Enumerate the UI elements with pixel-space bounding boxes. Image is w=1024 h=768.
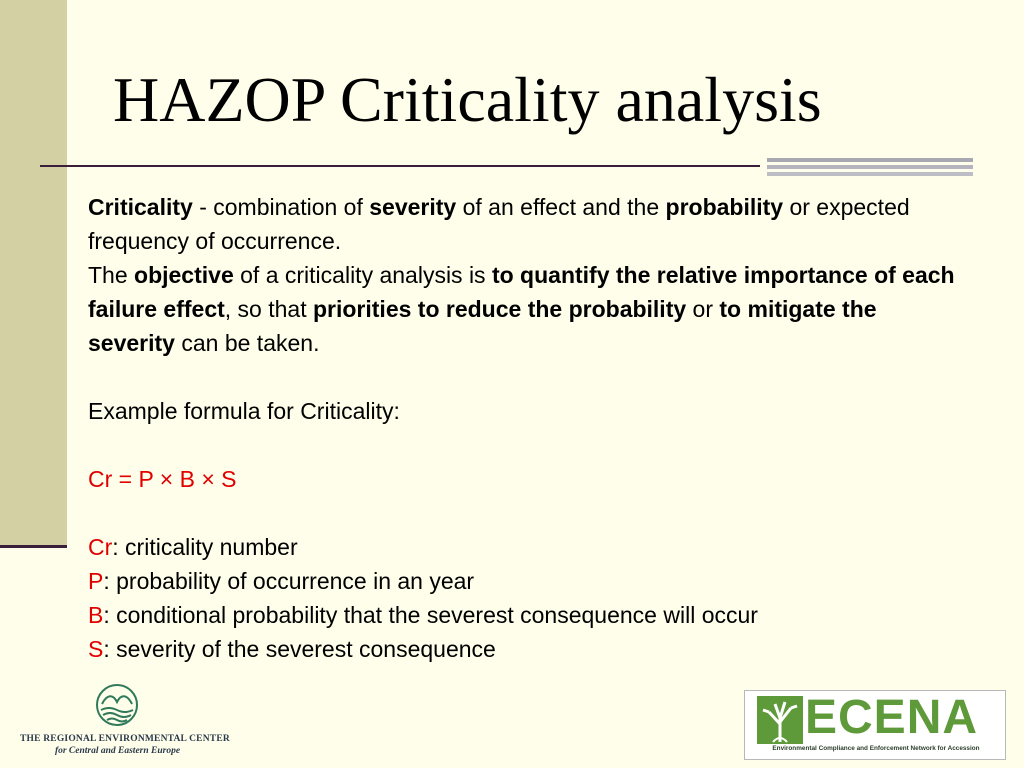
spacer <box>88 496 968 530</box>
symbol-p: P <box>88 568 104 594</box>
decorative-bar <box>767 158 973 162</box>
definition-b <box>88 598 968 632</box>
text-run: can be taken. <box>174 330 320 356</box>
example-label: Example formula for Criticality: <box>88 398 400 424</box>
text-run: , so that <box>224 296 313 322</box>
decorative-bars <box>767 158 973 179</box>
definition-text: : conditional probability that the severest consequence will occur <box>103 602 758 628</box>
symbol-cr: Cr <box>88 534 113 560</box>
text-run: - combination of <box>192 194 370 220</box>
text-run: The <box>88 262 135 288</box>
left-side-rule <box>0 545 67 548</box>
term-criticality: Criticality <box>88 194 193 220</box>
definition-text: : criticality number <box>112 534 298 560</box>
title-divider <box>40 165 760 167</box>
criticality-formula: Cr = P × B × S <box>88 466 237 492</box>
definition-text: : severity of the severest consequence <box>103 636 496 662</box>
ecena-wordmark: ECENA <box>805 691 979 744</box>
ecena-full-name: Environmental Compliance and Enforcement Network for Accession <box>772 745 980 752</box>
text-run: of a criticality analysis is <box>233 262 492 288</box>
definition-s <box>88 632 968 666</box>
criticality-definition <box>88 190 968 258</box>
objective-paragraph <box>88 258 968 360</box>
rec-subtitle: for Central and Eastern Europe <box>54 746 181 756</box>
spacer <box>88 360 968 394</box>
symbol-b: B <box>88 602 104 628</box>
decorative-bar <box>767 172 973 176</box>
rec-logo <box>20 682 230 758</box>
term-objective: objective <box>134 262 234 288</box>
slide-body <box>88 190 968 666</box>
term-probability: probability <box>665 194 784 220</box>
definition-cr <box>88 530 968 564</box>
emphasis-priorities: priorities to reduce the probability <box>312 296 687 322</box>
ecena-tree-icon <box>757 696 803 744</box>
rec-name: THE REGIONAL ENVIRONMENTAL CENTER <box>20 734 230 744</box>
definition-p <box>88 564 968 598</box>
ecena-logo <box>744 690 1006 760</box>
rec-emblem-icon <box>93 682 141 728</box>
decorative-bar <box>767 165 973 169</box>
emphasis-mitigate: to mitigate the severity <box>88 296 877 356</box>
definition-text: : probability of occurrence in an year <box>103 568 475 594</box>
text-run: or <box>686 296 720 322</box>
left-side-band <box>0 0 67 545</box>
symbol-s: S <box>88 636 104 662</box>
term-severity: severity <box>369 194 457 220</box>
spacer <box>88 428 968 462</box>
text-run: or expected frequency of occurrence. <box>88 194 910 254</box>
slide-title: HAZOP Criticality analysis <box>113 64 822 135</box>
emphasis-quantify: to quantify the relative importance of each failure effect <box>88 262 955 322</box>
text-run: of an effect and the <box>456 194 666 220</box>
